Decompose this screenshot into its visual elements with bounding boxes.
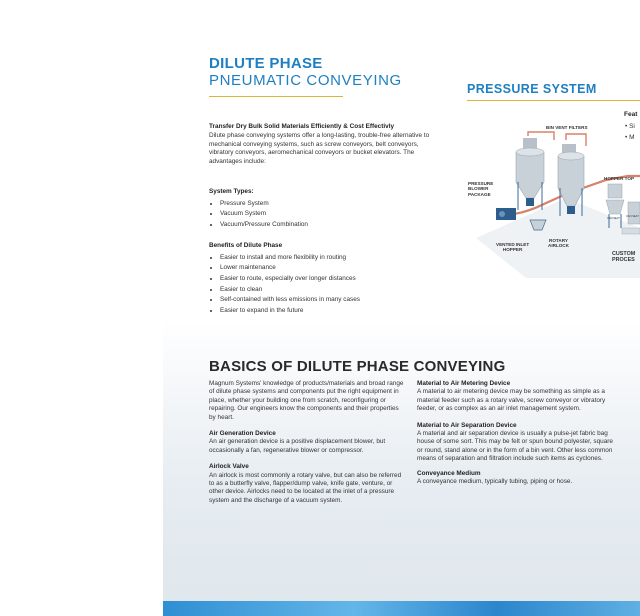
- feature-bullet: • M: [625, 134, 635, 141]
- air-generation-body: An air generation device is a positive displacement blower, but occasionally a fan, regenerative blower or compressor.: [209, 438, 386, 454]
- list-item: • Easier to install and more flexibility in routing: [220, 253, 444, 264]
- customer-process: [628, 202, 640, 224]
- rotary-airlock: [526, 198, 534, 206]
- list-item: • Pressure System: [220, 199, 444, 210]
- list-item: • Easier to route, especially over longer distances: [220, 274, 444, 285]
- title-divider: [209, 96, 343, 97]
- basics-left-column: [209, 380, 407, 511]
- page-title: DILUTE PHASE: [209, 55, 323, 72]
- separation-heading: Material to Air Separation Device: [417, 421, 517, 429]
- list-item: • Lower maintenance: [220, 263, 444, 274]
- basics-intro: Magnum Systems' knowledge of products/materials and broad range of dilute phase systems and components put the right equipment in place, whether your building one from scratch, reconfiguring or repairing. Our engineers know the components and their properties by heart.: [209, 380, 404, 421]
- label-blower: PRESSURE BLOWER PACKAGE: [468, 181, 494, 197]
- benefits-heading: Benefits of Dilute Phase: [209, 242, 283, 249]
- airlock-body: An airlock is most commonly a rotary valve, but can also be referred to as a butterfly valve, flapper/dump valve, knife gate, venture, or other device. Airlocks need to be located at the inlet of a pressure system and the discharge of a vacuum system.: [209, 471, 402, 504]
- page-margin: [0, 0, 163, 616]
- label-vented-inlet: VENTED INLET HOPPER: [496, 242, 530, 253]
- label-customer-process: CUSTOM PROCES: [612, 251, 636, 264]
- metering-body: A material to air metering device may be something as simple as a material feeder such as a rotary valve, screw conveyor or vibratory feeder, or as complex as an air inlet management system.: [417, 388, 606, 413]
- feature-bullet: • Si: [625, 123, 635, 130]
- pressure-system-diagram: [466, 118, 640, 278]
- basics-title: BASICS OF DILUTE PHASE CONVEYING: [209, 358, 506, 375]
- silo: [558, 156, 584, 206]
- label-hopper-top: HOPPER TOP: [604, 176, 635, 181]
- airlock-heading: Airlock Valve: [209, 463, 249, 471]
- list-item: • Easier to expand in the future: [220, 306, 444, 317]
- system-types-section: [209, 188, 444, 231]
- separation-body: A material and air separation device is usually a pulse-jet fabric bag house of some sort. This may be felt or spun bound polyester, square or round, stand alone or in the form of a bin vent. Other less common means of separation and filtration include such items as cyclones.: [417, 430, 613, 463]
- pressure-system-title: PRESSURE SYSTEM: [467, 82, 597, 96]
- label-rotary-airlock: ROTARY AIRLOCK: [548, 238, 569, 249]
- intro-body: Dilute phase conveying systems offer a long-lasting, trouble-free alternative to mechanical conveying systems, such as screw conveyors, belt conveyors, vibratory conveyors, aeromechanical conveyors or bucket elevators. The advantages include:: [209, 131, 430, 166]
- air-generation-heading: Air Generation Device: [209, 430, 276, 438]
- features-heading: Feat: [624, 111, 638, 118]
- pressure-system-divider: [467, 100, 640, 101]
- intro-heading: Transfer Dry Bulk Solid Materials Efficiently & Cost Effectivly: [209, 123, 395, 130]
- basics-right-column: [417, 380, 615, 492]
- conveyance-body: A conveyance medium, typically tubing, piping or hose.: [417, 478, 573, 486]
- list-item: • Easier to clean: [220, 285, 444, 296]
- system-types-list: [209, 199, 444, 231]
- footer-band: [163, 601, 640, 616]
- benefits-section: [209, 242, 444, 316]
- silo: [516, 152, 544, 198]
- list-item: • Self-contained with less emissions in many cases: [220, 295, 444, 306]
- system-types-heading: System Types:: [209, 188, 254, 195]
- page-subtitle: PNEUMATIC CONVEYING: [209, 72, 402, 89]
- list-item: • Vacuum/Pressure Combination: [220, 220, 444, 231]
- hopper-top: [608, 184, 622, 198]
- benefits-list: [209, 253, 444, 317]
- list-item: • Vacuum System: [220, 209, 444, 220]
- label-tiny: CAN SEAT: [607, 217, 620, 220]
- metering-heading: Material to Air Metering Device: [417, 380, 511, 387]
- intro-section: [209, 123, 444, 167]
- label-bin-vent: BIN VENT FILTERS: [546, 125, 588, 130]
- rotary-airlock: [567, 206, 575, 214]
- label-tiny: CAN SEAT: [626, 215, 639, 218]
- conveyance-heading: Conveyance Medium: [417, 469, 481, 477]
